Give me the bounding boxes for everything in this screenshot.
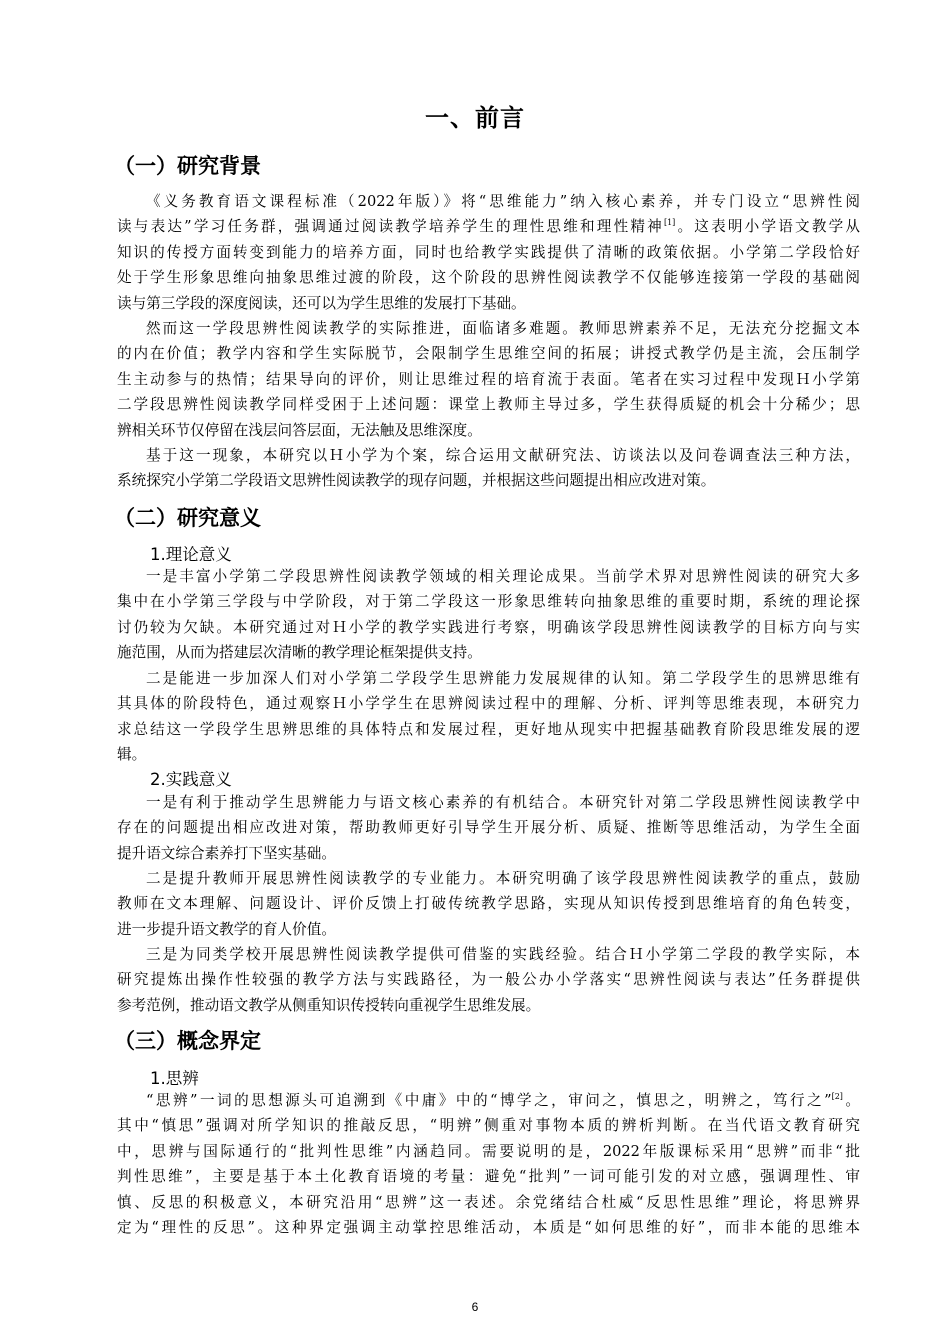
text-line: 研究提炼出操作性较强的教学方法与实践路径，为一般公办小学落实“思辨性阅读与表达”任务群提供 (117, 971, 860, 989)
text-line: 其中“慎思”强调对所学知识的推敲反思，“明辨”侧重对事物本质的辨析判断。在当代语文教育研究 (117, 1117, 860, 1135)
text-line: 施范围，从而为搭建层次清晰的教学理论框架提供支持。 (117, 644, 482, 662)
paragraph-theory-2 (117, 666, 860, 768)
text-line: 二是提升教师开展思辨性阅读教学的专业能力。本研究明确了该学段思辨性阅读教学的重点，鼓励 (146, 870, 860, 887)
text-line: 一是有利于推动学生思辨能力与语文核心素养的有机结合。本研究针对第二学段思辨性阅读教学中 (146, 794, 860, 811)
text-line: 其具体的阶段特色，通过观察Ｈ小学学生在思辨阅读过程中的理解、分析、评判等思维表现，本研究力 (117, 695, 860, 713)
text-segment: 。这表明小学语文教学从 (675, 218, 860, 236)
section-heading-background: （一）研究背景 (114, 154, 261, 178)
text-line (117, 1088, 860, 1113)
citation-ref: [1] (663, 218, 676, 228)
paragraph-practice-1 (117, 790, 860, 866)
page-number: 6 (471, 1300, 479, 1314)
text-line: 处于学生形象思维向抽象思维过渡的阶段，这个阶段的思辨性阅读教学不仅能够连接第一学段的基础阅 (117, 269, 860, 287)
text-line: 参考范例，推动语文教学从侧重知识传授转向重视学生思维发展。 (117, 996, 541, 1014)
text-line: 生主动参与的热情；结果导向的评价，则让思维过程的培育流于表面。笔者在实习过程中发现Ｈ小学第 (117, 370, 860, 388)
section-heading-definitions: （三）概念界定 (114, 1029, 261, 1053)
text-line: 中，思辨与国际通行的“批判性思维”内涵趋同。需要说明的是，2022年版课标采用“思辨”而非“批 (117, 1142, 860, 1160)
text-segment: “思辨”一词的思想源头可追溯到《中庸》中的“博学之，审问之，慎思之，明辨之，笃行之” (146, 1092, 832, 1109)
text-line: 然而这一学段思辨性阅读教学的实际推进，面临诸多难题。教师思辨素养不足，无法充分挖掘文本 (146, 320, 860, 337)
text-line: 《义务教育语文课程标准（2022年版）》将“思维能力”纳入核心素养，并专门设立“思辨性阅 (146, 193, 860, 210)
text-line: 基于这一现象，本研究以Ｈ小学为个案，综合运用文献研究法、访谈法以及问卷调查法三种方法， (146, 447, 860, 464)
text-line: 求总结这一学段学生思辨思维的具体特点和发展过程，更好地从现实中把握基础教育阶段思维发展的逻 (117, 720, 860, 738)
paragraph-background-1 (117, 189, 860, 316)
paragraph-practice-2 (117, 866, 860, 942)
text-line: 系统探究小学第二学段语文思辨性阅读教学的现存问题，并根据这些问题提出相应改进对策。 (117, 472, 716, 490)
text-line: 提升语文综合素养打下坚实基础。 (117, 844, 336, 862)
citation-ref: [2] (831, 1092, 843, 1101)
paragraph-practice-3 (117, 942, 860, 1018)
subheading-practical: 2.实践意义 (150, 770, 232, 789)
paragraph-definition-1 (117, 1088, 860, 1240)
text-line: 二是能进一步加深人们对小学第二学段学生思辨能力发展规律的认知。第二学段学生的思辨思维有 (146, 670, 860, 687)
paragraph-background-3 (117, 443, 860, 494)
text-line: 慎、反思的积极意义，本研究沿用“思辨”这一表述。余党绪结合杜威“反思性思维”理论，将思辨界 (117, 1193, 860, 1211)
text-line: 讨仍较为欠缺。本研究通过对Ｈ小学的教学实践进行考察，明确该学段思辨性阅读教学的目标方向与实 (117, 618, 860, 636)
text-line: 进一步提升语文教学的育人价值。 (117, 920, 336, 938)
text-line: 辑。 (117, 746, 147, 764)
text-segment: 读与表达”学习任务群，强调通过阅读教学培养学生的理性思维和理性精神 (117, 218, 664, 236)
text-line: 定为“理性的反思”。这种界定强调主动掌控思维活动，本质是“如何思维的好”，而非本能的思维本 (117, 1219, 860, 1237)
paragraph-theory-1 (117, 564, 860, 666)
paragraph-background-2 (117, 316, 860, 443)
section-heading-significance: （二）研究意义 (114, 506, 261, 530)
text-line: 读与第三学段的深度阅读，还可以为学生思维的发展打下基础。 (117, 294, 526, 312)
subheading-critical-thinking: 1.思辨 (150, 1069, 199, 1088)
text-line: 三是为同类学校开展思辨性阅读教学提供可借鉴的实践经验。结合Ｈ小学第二学段的教学实际，本 (146, 946, 860, 963)
text-segment: 。 (842, 1092, 860, 1109)
subheading-theoretical: 1.理论意义 (150, 545, 232, 564)
text-line: 教师在文本理解、问题设计、评价反馈上打破传统教学思路，实现从知识传授到思维培育的角色转变， (117, 895, 860, 913)
text-line (117, 214, 860, 239)
chapter-title: 一、前言 (425, 104, 525, 132)
text-line: 判性思维”，主要是基于本土化教育语境的考量：避免“批判”一词可能引发的对立感，强调理性、审 (117, 1168, 860, 1186)
text-line: 二学段思辨性阅读教学同样受困于上述问题：课堂上教师主导过多，学生获得质疑的机会十分稀少；思 (117, 396, 860, 414)
text-line: 一是丰富小学第二学段思辨性阅读教学领域的相关理论成果。当前学术界对思辨性阅读的研究大多 (146, 568, 860, 585)
text-line: 存在的问题提出相应改进对策，帮助教师更好引导学生开展分析、质疑、推断等思维活动，为学生全面 (117, 819, 860, 837)
text-line: 的内在价值；教学内容和学生实际脱节，会限制学生思维空间的拓展；讲授式教学仍是主流，会压制学 (117, 345, 860, 363)
text-line: 辨相关环节仅停留在浅层问答层面，无法触及思维深度。 (117, 421, 482, 439)
text-line: 集中在小学第三学段与中学阶段，对于第二学段这一形象思维转向抽象思维的重要时期，系统的理论探 (117, 593, 860, 611)
text-line: 知识的传授方面转变到能力的培养方面，同时也给教学实践提供了清晰的政策依据。小学第二学段恰好 (117, 243, 860, 261)
